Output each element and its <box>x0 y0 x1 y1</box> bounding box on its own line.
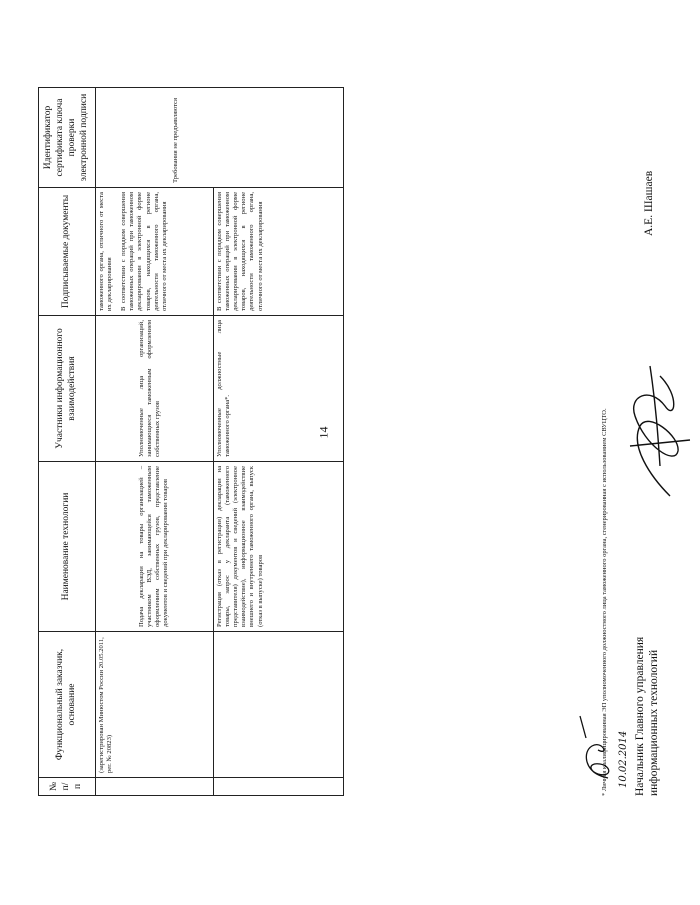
cell-documents <box>213 188 343 316</box>
cell-text: Подача декларации на товары организацией – участником ВЭД, занимающейся таможенным оформлением собственных грузов, представление документов и сведений при декларировании товаров <box>137 466 170 627</box>
table-header-row <box>39 88 96 796</box>
signatory-title-line2: информационных технологий <box>647 649 660 796</box>
cell-participants <box>95 316 213 462</box>
cell-text: Уполномоченные лица организаций, занимающиеся таможенным оформлением собственных грузов <box>137 320 161 457</box>
technology-table <box>38 87 344 796</box>
header-identifier: Идентификатор сертификата ключа проверки электронной подписи <box>39 88 96 188</box>
cell-text: Регистрация (отказ в регистрации) декларации на товары, запрос у декларанта (таможенного представителя) документов и сведений (электронное взаимодействие), информационное взаимодействие внешнего и внутреннего таможенного органа, выпуск (отказ в выпуске) товаров <box>215 466 264 627</box>
signatory-title-line1: Начальник Главного управления <box>634 636 646 796</box>
cell-num <box>95 778 213 796</box>
table-row <box>95 88 213 796</box>
header-customer: Функциональный заказчик, основание <box>39 632 96 778</box>
cell-num <box>213 778 343 796</box>
cell-documents <box>95 188 213 316</box>
footnote: * Личная квалифицированная ЭП уполномоченного должностного лица таможенного органа, сгенерированная с использованием СВУЦТО. <box>601 408 608 796</box>
header-participants: Участники информационного взаимодействия <box>39 316 96 462</box>
cell-identifier <box>95 88 343 188</box>
header-technology: Наименование технологии <box>39 462 96 632</box>
table-row <box>213 88 343 796</box>
cell-customer: (зарегистрирован Минюстом России 20.05.2011, рег. № 20823) <box>95 632 213 778</box>
rotated-page-content <box>38 88 660 796</box>
cell-customer <box>213 632 343 778</box>
handwritten-date: 10.02.2014 <box>618 730 629 788</box>
cell-technology <box>95 462 213 632</box>
cell-text: Требования не предъявляются <box>171 97 179 183</box>
cell-text: таможенного органа, отличного от места их декларирования <box>97 192 113 311</box>
cell-participants <box>213 316 343 462</box>
cell-text: В соответствии с порядком совершения таможенных операций при таможенном декларировании в электронной форме товаров, находящихся в регионе деятельности таможенного органа, отличного от места их декларирования <box>215 192 264 311</box>
page-number: 14 <box>316 426 331 439</box>
signatory-title <box>634 637 662 796</box>
header-documents: Подписываемые документы <box>39 188 96 316</box>
handwritten-signature <box>610 356 700 506</box>
header-num: № п/п <box>39 778 96 796</box>
cell-text: В соответствии с порядком совершения таможенных операций при таможенном декларировании в электронной форме товаров, находящихся в регионе деятельности таможенного органа, отличного от места их декларирования <box>119 192 169 311</box>
signatory-name: А.Е. Шашаев <box>643 170 655 236</box>
cell-technology <box>213 462 343 632</box>
cell-text: Уполномоченные должностные лица таможенного органа*. <box>215 320 231 457</box>
